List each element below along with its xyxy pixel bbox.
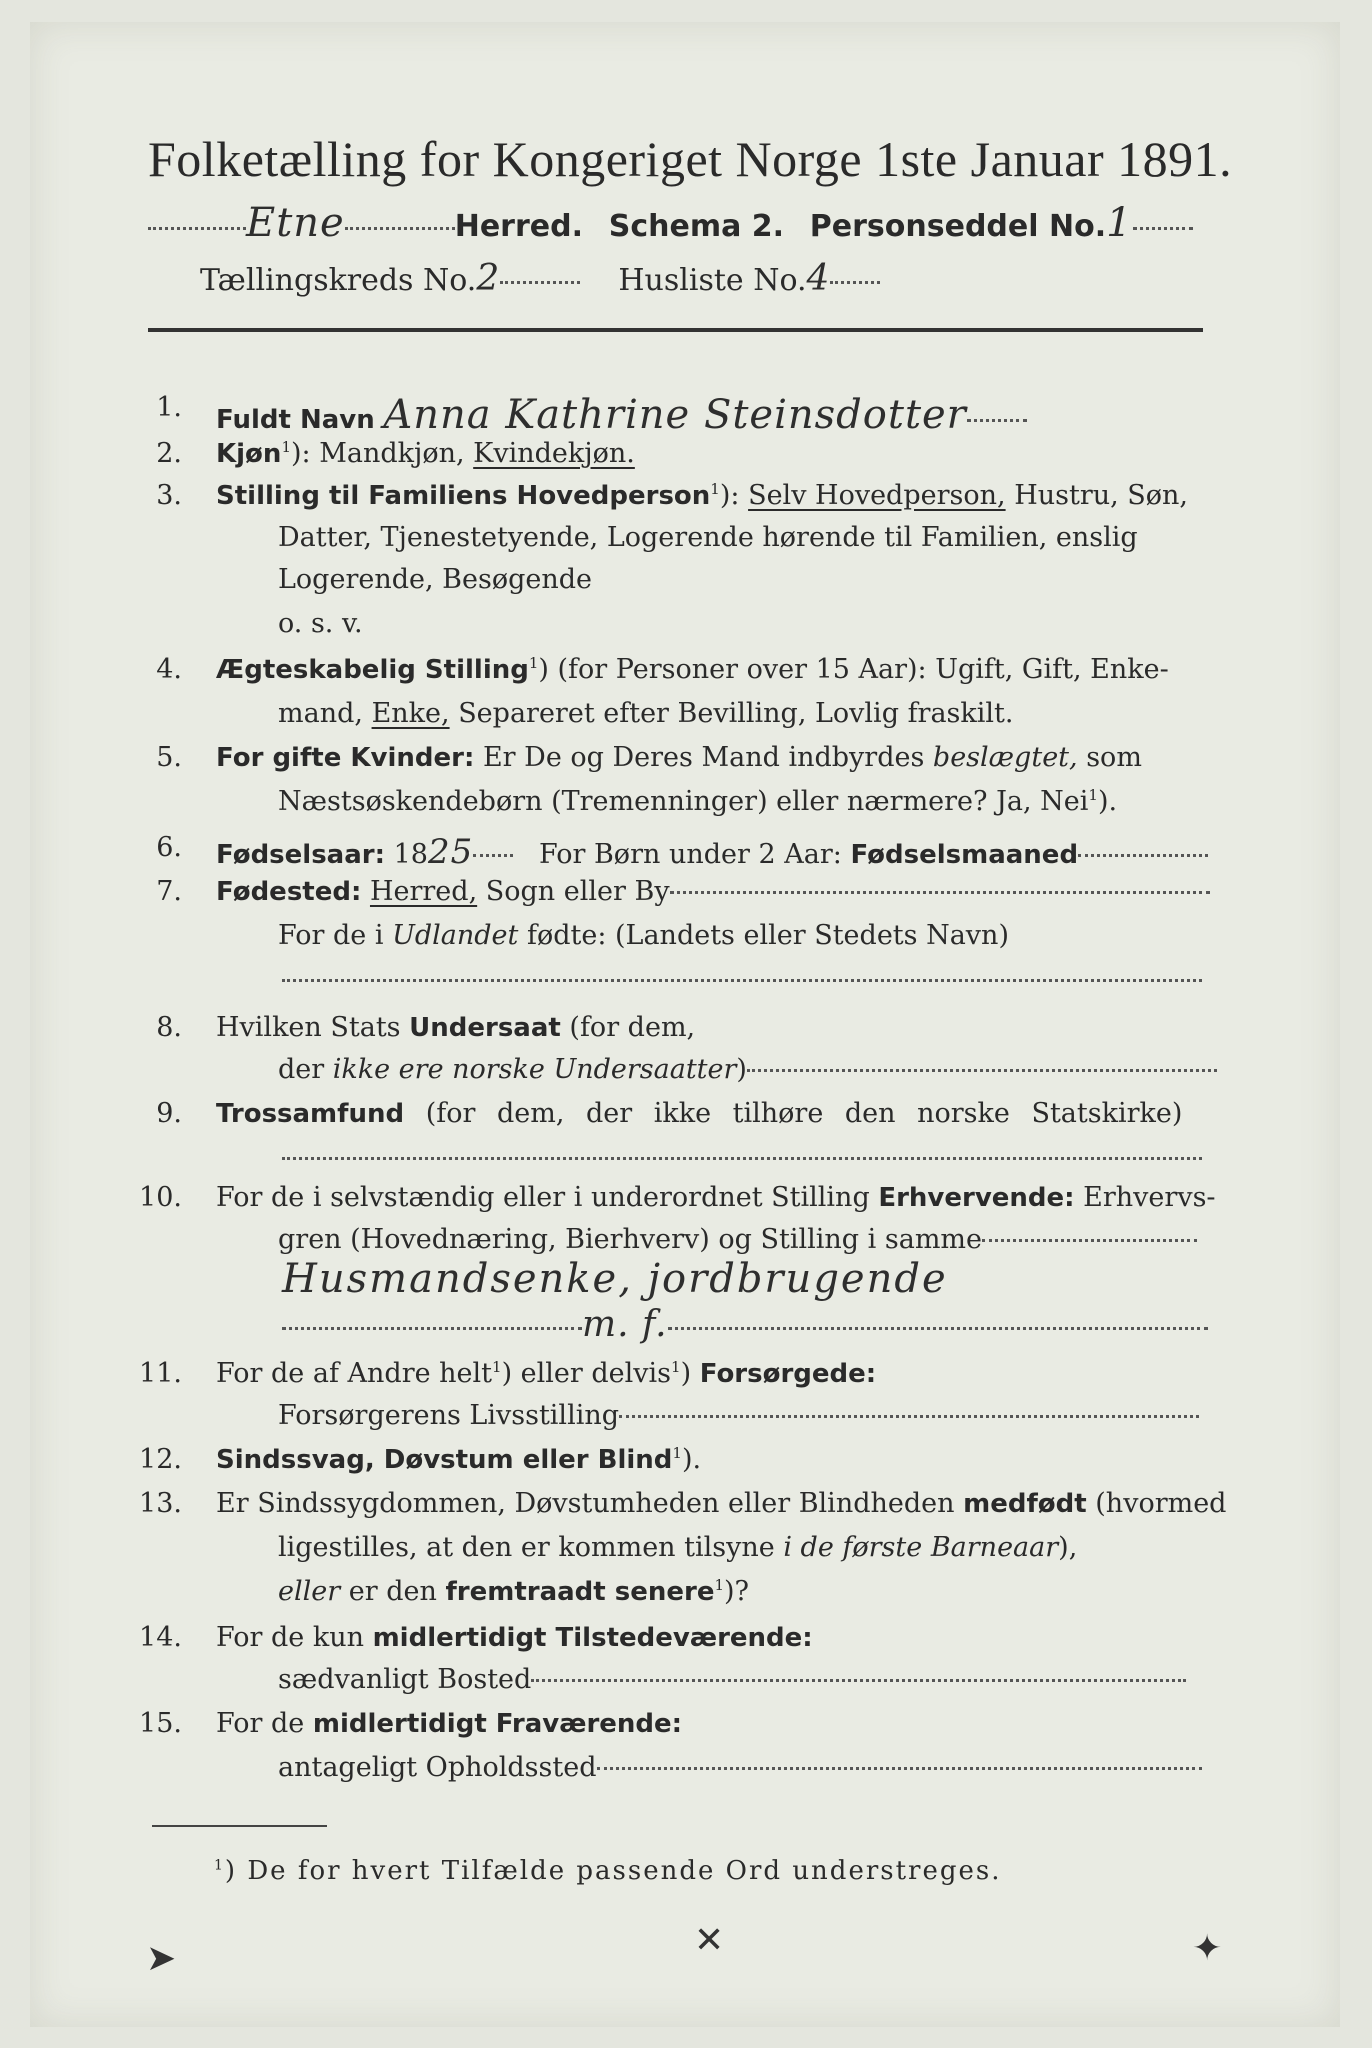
dependents-line2 — [278, 1400, 1199, 1431]
dotted-leader — [619, 1415, 1199, 1418]
dotted-leader — [1078, 854, 1208, 857]
dotted-leader — [830, 281, 880, 284]
footnote-text: ) De for hvert Tilfælde passende Ord understreges. — [224, 1856, 1002, 1886]
full-name-field — [216, 392, 1027, 438]
text: For de af Andre helt — [216, 1358, 493, 1389]
occupation-value-line — [282, 1256, 948, 1302]
item-number: 11. — [139, 1358, 182, 1389]
dotted-leader — [282, 979, 1202, 982]
gender-selected: Kvindekjøn. — [473, 438, 635, 469]
text: mand, — [278, 698, 363, 729]
text: For de i — [278, 920, 384, 951]
temporary-absent-label: midlertidigt Fraværende: — [312, 1709, 683, 1739]
occupation-line2 — [278, 1224, 1197, 1255]
religion-label: Trossamfund — [216, 1099, 405, 1129]
footnote-ref: 1 — [1088, 786, 1098, 804]
dotted-leader — [345, 227, 455, 230]
footnote-ref: 1 — [528, 654, 539, 672]
family-position-selected: Selv Hovedperson, — [748, 480, 1006, 511]
birthplace-field — [216, 876, 1210, 907]
text: For de i selvstændig eller i underordnet Stilling — [216, 1182, 870, 1213]
dependents-label: Forsørgede: — [699, 1359, 877, 1389]
temporary-present-label: midlertidigt Tilstedeværende: — [372, 1623, 813, 1653]
herred-label: Herred. — [454, 209, 583, 244]
item-number: 10. — [139, 1182, 182, 1213]
text: ), — [1058, 1532, 1078, 1563]
footnote-ref: 1 — [492, 1358, 502, 1376]
family-position-options: Hustru, Søn, — [1014, 480, 1189, 511]
temporary-absent-field — [216, 1708, 682, 1739]
binding-mark-icon: ✦ — [1192, 1928, 1223, 1969]
taellingskreds-label: Tællingskreds No. — [200, 263, 477, 298]
text: antageligt Opholdssted — [278, 1752, 597, 1783]
family-position-field — [216, 480, 1188, 511]
footnote-ref: 1 — [281, 438, 291, 456]
herred-line — [148, 200, 1193, 246]
occupation-value-line2 — [282, 1304, 1208, 1345]
text: Separeret efter Bevilling, Lovlig fraskilt. — [458, 698, 1014, 729]
text: der — [278, 1054, 325, 1085]
text: )? — [724, 1576, 750, 1607]
husliste-value: 4 — [806, 258, 831, 299]
marital-status-label: Ægteskabelig Stilling — [216, 655, 529, 685]
later-onset-label: fremtraadt senere — [445, 1577, 715, 1607]
citizenship-line2 — [278, 1054, 1217, 1085]
binding-mark-icon: ➤ — [146, 1938, 177, 1979]
married-women-field — [216, 742, 1142, 773]
family-position-label: Stilling til Familiens Hovedperson — [216, 481, 711, 511]
text: For de — [216, 1708, 305, 1739]
item-number: 8. — [156, 1012, 182, 1043]
item-number: 1. — [156, 392, 182, 423]
text: ). — [681, 1444, 702, 1475]
text: Næstsøskendebørn (Tremenninger) eller nærmere? Ja, Nei — [278, 786, 1089, 817]
footnote-ref: 1 — [214, 1857, 225, 1874]
marital-status-line2 — [278, 698, 1013, 729]
text: beslægtet, — [932, 742, 1078, 773]
item-number: 2. — [156, 438, 182, 469]
text: (for dem, der ikke tilhøre den norske Statskirke) — [425, 1098, 1183, 1129]
item-number: 3. — [156, 480, 182, 511]
text: sædvanligt Bosted — [278, 1664, 532, 1695]
text: ikke ere norske Undersaatter — [332, 1054, 737, 1085]
dotted-leader — [668, 1327, 1208, 1330]
item-number: 15. — [139, 1708, 182, 1739]
marital-status-options: ) (for Personer over 15 Aar): Ugift, Gift, Enke- — [538, 654, 1169, 685]
dotted-leader — [473, 854, 513, 857]
form-title: Folketælling for Kongeriget Norge 1ste Januar 1891. — [148, 131, 1233, 187]
gender-field — [216, 438, 635, 469]
taellingskreds-value: 2 — [476, 258, 501, 299]
text: ligestilles, at den er kommen tilsyne — [278, 1532, 775, 1563]
text: Er De og Deres Mand indbyrdes — [482, 742, 925, 773]
dotted-leader — [1133, 227, 1193, 230]
dotted-leader — [282, 1327, 582, 1330]
item-number: 4. — [156, 654, 182, 685]
text: Sogn eller By — [485, 876, 670, 907]
text: er den — [348, 1576, 437, 1607]
text: ): — [719, 480, 740, 511]
congenital-label: medfødt — [963, 1489, 1087, 1519]
birthplace-blank-line — [282, 964, 1202, 995]
family-position-line3: Logerende, Besøgende — [278, 564, 592, 595]
footnote-ref: 1 — [710, 480, 720, 498]
occupation-field — [216, 1182, 1216, 1213]
dotted-leader — [531, 1679, 1186, 1682]
birth-year-prefix: 18 — [393, 839, 428, 870]
birth-year-label: Fødselsaar: — [216, 840, 385, 870]
gender-options: ): Mandkjøn, — [290, 438, 465, 469]
item-number: 9. — [156, 1098, 182, 1129]
text: fødte: (Landets eller Stedets Navn) — [526, 920, 1009, 951]
personseddel-label: Personseddel No. — [809, 209, 1107, 244]
text: Forsørgerens Livsstilling — [278, 1400, 620, 1431]
birth-year-field — [216, 832, 1208, 872]
text: For Børn under 2 Aar: — [538, 839, 842, 870]
binding-mark-icon: ✕ — [694, 1920, 725, 1961]
text: For de kun — [216, 1622, 364, 1653]
dependents-field — [216, 1358, 876, 1389]
text: Udlandet — [392, 920, 519, 951]
text: (hvormed — [1095, 1488, 1227, 1519]
married-women-line2 — [278, 786, 1117, 817]
occupation-value-suffix: m. f. — [582, 1304, 668, 1345]
header-divider — [148, 328, 1203, 332]
personseddel-value: 1 — [1106, 200, 1133, 246]
family-position-line2: Datter, Tjenestetyende, Logerende hørende til Familien, enslig — [278, 522, 1138, 553]
birth-year-value: 25 — [427, 832, 474, 872]
gender-label: Kjøn — [216, 439, 282, 469]
temporary-present-field — [216, 1622, 813, 1653]
birthplace-selected: Herred, — [369, 876, 478, 907]
congenital-field — [216, 1488, 1226, 1519]
religion-blank-line — [282, 1142, 1202, 1173]
item-number: 5. — [156, 742, 182, 773]
footnote-ref: 1 — [672, 1444, 682, 1462]
married-women-label: For gifte Kvinder: — [216, 743, 475, 773]
item-number: 14. — [139, 1622, 182, 1653]
text: ). — [1097, 786, 1118, 817]
herred-value: Etne — [246, 200, 345, 246]
dotted-leader — [670, 891, 1210, 894]
text: ) — [736, 1054, 747, 1085]
citizenship-label: Undersaat — [409, 1013, 561, 1043]
footnote-ref: 1 — [714, 1576, 725, 1594]
item-number: 7. — [156, 876, 182, 907]
occupation-label: Erhvervende: — [878, 1183, 1075, 1213]
disability-field — [216, 1444, 701, 1475]
text: eller — [278, 1576, 341, 1607]
footnote-divider — [152, 1825, 327, 1827]
item-number: 12. — [139, 1444, 182, 1475]
dotted-leader — [747, 1069, 1217, 1072]
footnote-ref: 1 — [671, 1358, 681, 1376]
text: ) — [680, 1358, 692, 1389]
disability-label: Sindssvag, Døvstum eller Blind — [216, 1445, 673, 1475]
text: ) eller delvis — [501, 1358, 672, 1389]
citizenship-field — [216, 1012, 695, 1043]
full-name-label: Fuldt Navn — [216, 405, 375, 435]
birthplace-label: Fødested: — [216, 877, 362, 907]
dotted-leader — [500, 281, 580, 284]
marital-status-selected: Enke, — [371, 698, 450, 729]
birth-month-label: Fødselsmaaned — [850, 840, 1079, 870]
temporary-present-line2 — [278, 1664, 1186, 1695]
text: Er Sindssygdommen, Døvstumheden eller Blindheden — [216, 1488, 955, 1519]
item-number: 6. — [156, 832, 182, 863]
text: (for dem, — [569, 1012, 696, 1043]
birthplace-line2 — [278, 920, 1009, 951]
congenital-line3 — [278, 1576, 749, 1607]
marital-status-field — [216, 654, 1169, 685]
temporary-absent-line2 — [278, 1752, 1202, 1783]
congenital-line2 — [278, 1532, 1077, 1563]
occupation-value: Husmandsenke, jordbrugende — [282, 1256, 948, 1302]
dotted-leader — [982, 1239, 1197, 1242]
footnote — [214, 1856, 1002, 1886]
text: gren (Hovednæring, Bierhverv) og Stilling i samme — [278, 1224, 983, 1255]
dotted-leader — [148, 227, 246, 230]
dotted-leader — [967, 419, 1027, 422]
dotted-leader — [282, 1157, 1202, 1160]
family-position-line4: o. s. v. — [278, 608, 363, 639]
text: Erhvervs- — [1083, 1182, 1216, 1213]
full-name-value: Anna Kathrine Steinsdotter — [383, 392, 967, 438]
husliste-label: Husliste No. — [618, 263, 807, 298]
text: i de første Barneaar — [783, 1532, 1059, 1563]
schema-label: Schema 2. — [608, 209, 785, 244]
text: Hvilken Stats — [216, 1012, 401, 1043]
text: som — [1086, 742, 1142, 773]
dotted-leader — [597, 1767, 1202, 1770]
item-number: 13. — [139, 1488, 182, 1519]
taellingskreds-line — [200, 258, 880, 299]
religion-field — [216, 1098, 1182, 1129]
